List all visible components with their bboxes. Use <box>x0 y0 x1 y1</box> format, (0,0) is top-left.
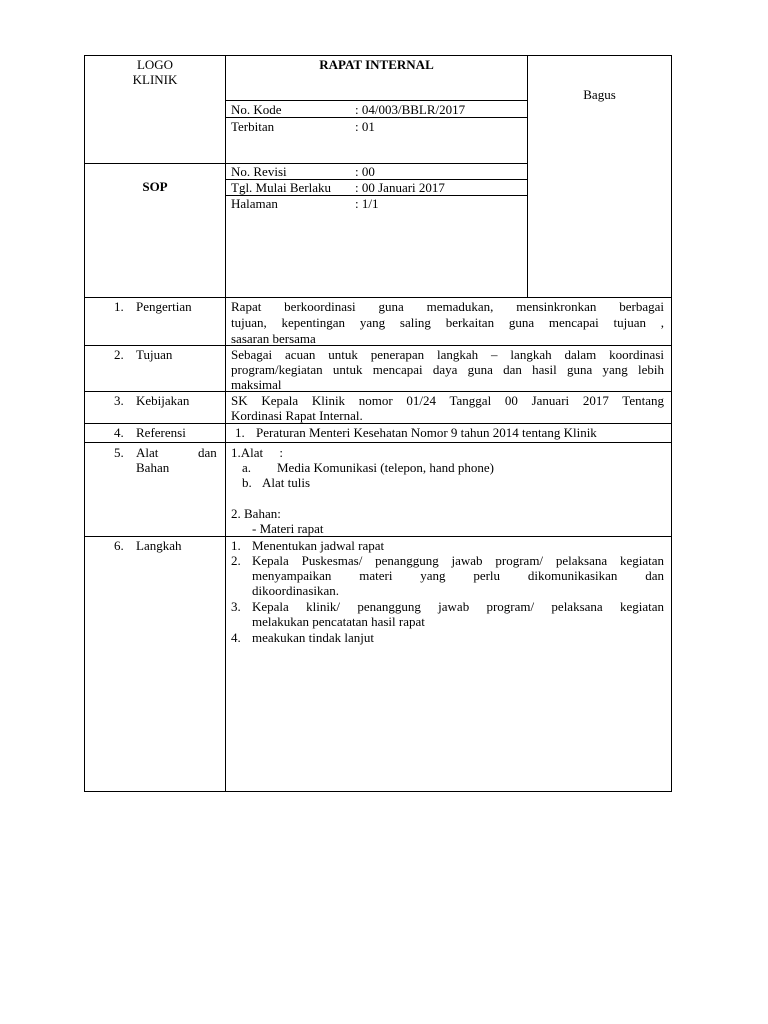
logo-text-line2: KLINIK <box>132 72 178 87</box>
step-text: meakukan tindak lanjut <box>252 630 375 645</box>
section-number: 4. <box>114 425 124 440</box>
section-label-pengertian: Pengertian <box>136 299 192 314</box>
meta-label-halaman: Halaman <box>231 196 278 211</box>
step-text: dikoordinasikan. <box>252 583 340 598</box>
row-line-header-end <box>84 297 672 298</box>
pengertian-line-3: sasaran bersama <box>231 331 316 346</box>
document-title: RAPAT INTERNAL <box>319 57 434 72</box>
border-bottom <box>84 791 672 792</box>
pengertian-line-2: tujuan, kepentingan yang saling berkaitan guna mencapai tujuan , <box>231 315 664 330</box>
tujuan-line-1: Sebagai acuan untuk penerapan langkah – langkah dalam koordinasi <box>231 347 664 362</box>
header-line-logo <box>84 163 527 164</box>
step-number: 1. <box>231 538 241 553</box>
section-number: 2. <box>114 347 124 362</box>
meta-value-tgl: : 00 Januari 2017 <box>355 180 445 195</box>
step-number: 4. <box>231 630 241 645</box>
row-line-referensi <box>84 442 672 443</box>
meta-label-revisi: No. Revisi <box>231 164 287 179</box>
signature-name: Bagus <box>583 87 616 102</box>
pengertian-line-1: Rapat berkoordinasi guna memadukan, mensinkronkan berbagai <box>231 299 664 314</box>
meta-label-kode: No. Kode <box>231 102 282 117</box>
section-label-kebijakan: Kebijakan <box>136 393 190 408</box>
step-text: Kepala Puskesmas/ penanggung jawab program/ pelaksana kegiatan <box>252 553 664 568</box>
step-text: Kepala klinik/ penanggung jawab program/ pelaksana kegiatan <box>252 599 664 614</box>
row-line-pengertian <box>84 345 672 346</box>
meta-label-tgl: Tgl. Mulai Berlaku <box>231 180 332 195</box>
section-number: 3. <box>114 393 124 408</box>
row-line-alat <box>84 536 672 537</box>
section-number: 6. <box>114 538 124 553</box>
section-label-langkah: Langkah <box>136 538 182 553</box>
section-label-bahan: Bahan <box>136 460 170 475</box>
alat-item-text: Media Komunikasi (telepon, hand phone) <box>277 460 494 475</box>
section-label-alat: Alat <box>136 445 159 460</box>
meta-value-terbitan: : 01 <box>355 119 375 134</box>
alat-item-marker: a. <box>242 460 252 475</box>
section-label-referensi: Referensi <box>136 425 186 440</box>
referensi-item-number: 1. <box>235 425 245 440</box>
header-line-kode <box>225 117 527 118</box>
tujuan-line-3: maksimal <box>231 377 282 392</box>
logo-text-line1: LOGO <box>136 57 174 72</box>
meta-label-terbitan: Terbitan <box>231 119 275 134</box>
section-number: 1. <box>114 299 124 314</box>
kebijakan-line-2: Kordinasi Rapat Internal. <box>231 408 363 423</box>
meta-value-revisi: : 00 <box>355 164 375 179</box>
alat-item-marker: b. <box>242 475 252 490</box>
header-line-title <box>225 100 527 101</box>
step-number: 3. <box>231 599 241 614</box>
section-label-dan: dan <box>198 445 217 460</box>
row-line-kebijakan <box>84 423 672 424</box>
step-number: 2. <box>231 553 241 568</box>
alat-item-text: Alat tulis <box>262 475 311 490</box>
step-text: Menentukan jadwal rapat <box>252 538 385 553</box>
section-number: 5. <box>114 445 124 460</box>
sop-label: SOP <box>142 179 168 194</box>
alat-heading: 1.Alat : <box>231 445 283 460</box>
section-label-tujuan: Tujuan <box>136 347 173 362</box>
row-line-tujuan <box>84 391 672 392</box>
bahan-heading: 2. Bahan: <box>231 506 281 521</box>
bahan-item: - Materi rapat <box>252 521 324 536</box>
kebijakan-line-1: SK Kepala Klinik nomor 01/24 Tanggal 00 Januari 2017 Tentang <box>231 393 664 408</box>
meta-value-halaman: : 1/1 <box>355 196 379 211</box>
tujuan-line-2: program/kegiatan untuk mencapai daya guna dan hasil guna yang lebih <box>231 362 664 377</box>
referensi-item-text: Peraturan Menteri Kesehatan Nomor 9 tahun 2014 tentang Klinik <box>256 425 597 440</box>
meta-value-kode: : 04/003/BBLR/2017 <box>355 102 466 117</box>
border-top <box>84 55 672 56</box>
step-text: melakukan pencatatan hasil rapat <box>252 614 425 629</box>
step-text: menyampaikan materi yang perlu dikomunikasikan dan <box>252 568 664 583</box>
